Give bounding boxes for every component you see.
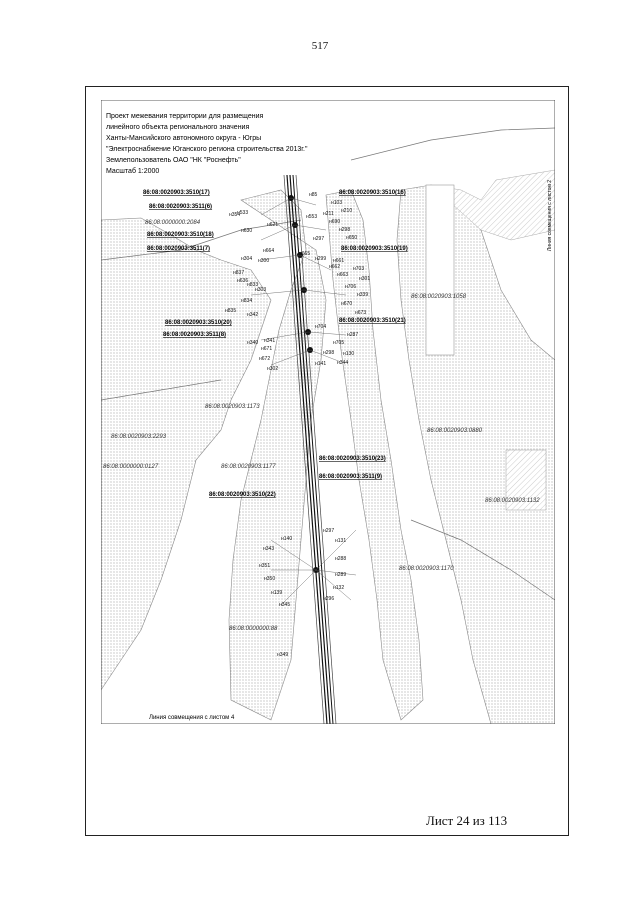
- parcel-label: 86:08:0020903:3510(16): [339, 190, 406, 196]
- point-label: н704: [315, 324, 327, 330]
- cadastral-map: [101, 100, 555, 724]
- cadastral-label: 86:08:0000000:88: [229, 626, 278, 632]
- point-label: н297: [313, 236, 325, 242]
- header-line-4: "Электроснабжение Юганского региона строительства 2013г.": [106, 146, 308, 153]
- point-label: н351: [259, 563, 271, 569]
- point-label: н665: [299, 251, 311, 257]
- point-label: н287: [347, 332, 359, 338]
- parcel-label: 86:08:0020903:3510(18): [147, 232, 214, 238]
- point-label: н621: [267, 222, 279, 228]
- point-label: н349: [277, 652, 289, 658]
- point-label: н342: [247, 312, 259, 318]
- point-label: н706: [345, 284, 357, 290]
- parcel-label: 86:08:0020903:3510(22): [209, 492, 276, 498]
- cadastral-label: 86:08:0000000:2084: [145, 220, 201, 226]
- point-label: н650: [346, 235, 358, 241]
- point-label: н210: [341, 208, 353, 214]
- point-label: н132: [333, 585, 345, 591]
- point-label: н340: [247, 340, 259, 346]
- cadastral-label: 86:08:0020903:1058: [411, 294, 467, 300]
- point-label: н834: [241, 298, 253, 304]
- point-label: н339: [357, 292, 369, 298]
- cadastral-label: 86:08:0020903:2293: [111, 434, 167, 440]
- point-label: н299: [315, 256, 327, 262]
- page-number: 517: [311, 40, 329, 52]
- point-label: н690: [329, 219, 341, 225]
- point-label: н302: [267, 366, 279, 372]
- point-label: н553: [306, 214, 318, 220]
- parcel-label: 86:08:0020903:3511(8): [163, 332, 227, 338]
- point-label: н289: [335, 572, 347, 578]
- parcel-label: 86:08:0020903:3510(17): [143, 190, 210, 196]
- parcel-label: 86:08:0020903:3511(6): [149, 204, 213, 210]
- point-label: н703: [353, 266, 365, 272]
- header-line-3: Ханты-Мансийского автономного округа - Югры: [106, 135, 262, 142]
- point-label: н345: [279, 602, 291, 608]
- point-label: н673: [355, 310, 367, 316]
- point-label: н661: [333, 258, 345, 264]
- sheet-label: Лист 24 из 113: [426, 813, 508, 828]
- point-label: н833: [247, 282, 259, 288]
- point-label: н671: [261, 346, 273, 352]
- point-label: н636: [237, 278, 249, 284]
- point-label: н664: [263, 248, 275, 254]
- parcel-label: 86:08:0020903:3510(19): [341, 246, 408, 252]
- point-label: н130: [343, 351, 355, 357]
- point-label: н296: [323, 596, 335, 602]
- point-label: н533: [237, 210, 249, 216]
- point-label: н662: [329, 264, 341, 270]
- point-label: н344: [337, 360, 349, 366]
- point-label: н304: [241, 256, 253, 262]
- match-line-top-label: Линия совмещения с листом 2: [547, 180, 553, 252]
- point-label: н837: [233, 270, 245, 276]
- header-line-1: Проект межевания территории для размещения: [106, 113, 264, 120]
- cadastral-label: 86:08:0020903:1170: [399, 566, 454, 572]
- parcel-label: 86:08:0020903:3511(7): [147, 246, 211, 252]
- point-label: н303: [255, 287, 267, 293]
- point-label: н297: [323, 528, 335, 534]
- cadastral-label: 86:08:0000000:0127: [103, 464, 159, 470]
- point-label: н300: [258, 258, 270, 264]
- point-label: н835: [225, 308, 237, 314]
- cadastral-label: 86:08:0020903:0880: [427, 428, 483, 434]
- point-label: н663: [337, 272, 349, 278]
- parcel-label: 86:08:0020903:3510(21): [339, 318, 406, 324]
- point-label: н705: [333, 340, 345, 346]
- point-label: н211: [323, 211, 334, 217]
- point-label: н630: [241, 228, 253, 234]
- parcel-label: 86:08:0020903:3510(23): [319, 456, 386, 462]
- point-label: н85: [309, 192, 318, 198]
- point-label: н131: [335, 538, 347, 544]
- point-label: н341: [264, 338, 276, 344]
- parcel-label: 86:08:0020903:3510(20): [165, 320, 232, 326]
- header-line-6: Масштаб 1:2000: [106, 168, 160, 175]
- parcel-label: 86:08:0020903:3511(9): [319, 474, 383, 480]
- point-label: н343: [263, 546, 275, 552]
- cadastral-label: 86:08:0020903:1173: [205, 404, 260, 410]
- match-line-bottom-label: Линия совмещения с листом 4: [149, 715, 235, 721]
- road-strip-right: [426, 185, 454, 355]
- point-label: н298: [339, 227, 351, 233]
- point-label: н103: [331, 200, 343, 206]
- point-label: н670: [341, 301, 353, 307]
- point-label: н140: [281, 536, 293, 542]
- point-label: н288: [335, 556, 347, 562]
- point-label: н350: [264, 576, 276, 582]
- point-label: н298: [323, 350, 335, 356]
- header-line-2: линейного объекта регионального значения: [106, 124, 250, 131]
- point-label: н301: [359, 276, 371, 282]
- cadastral-label: 86:08:0020903:1132: [485, 498, 540, 504]
- cadastral-label: 86:08:0020903:1177: [221, 464, 276, 470]
- point-label: н141: [315, 361, 327, 367]
- point-label: н139: [271, 590, 283, 596]
- point-label: н354: [229, 212, 241, 218]
- point-label: н672: [259, 356, 271, 362]
- header-line-5: Землепользователь ОАО "НК "Роснефть": [106, 157, 241, 164]
